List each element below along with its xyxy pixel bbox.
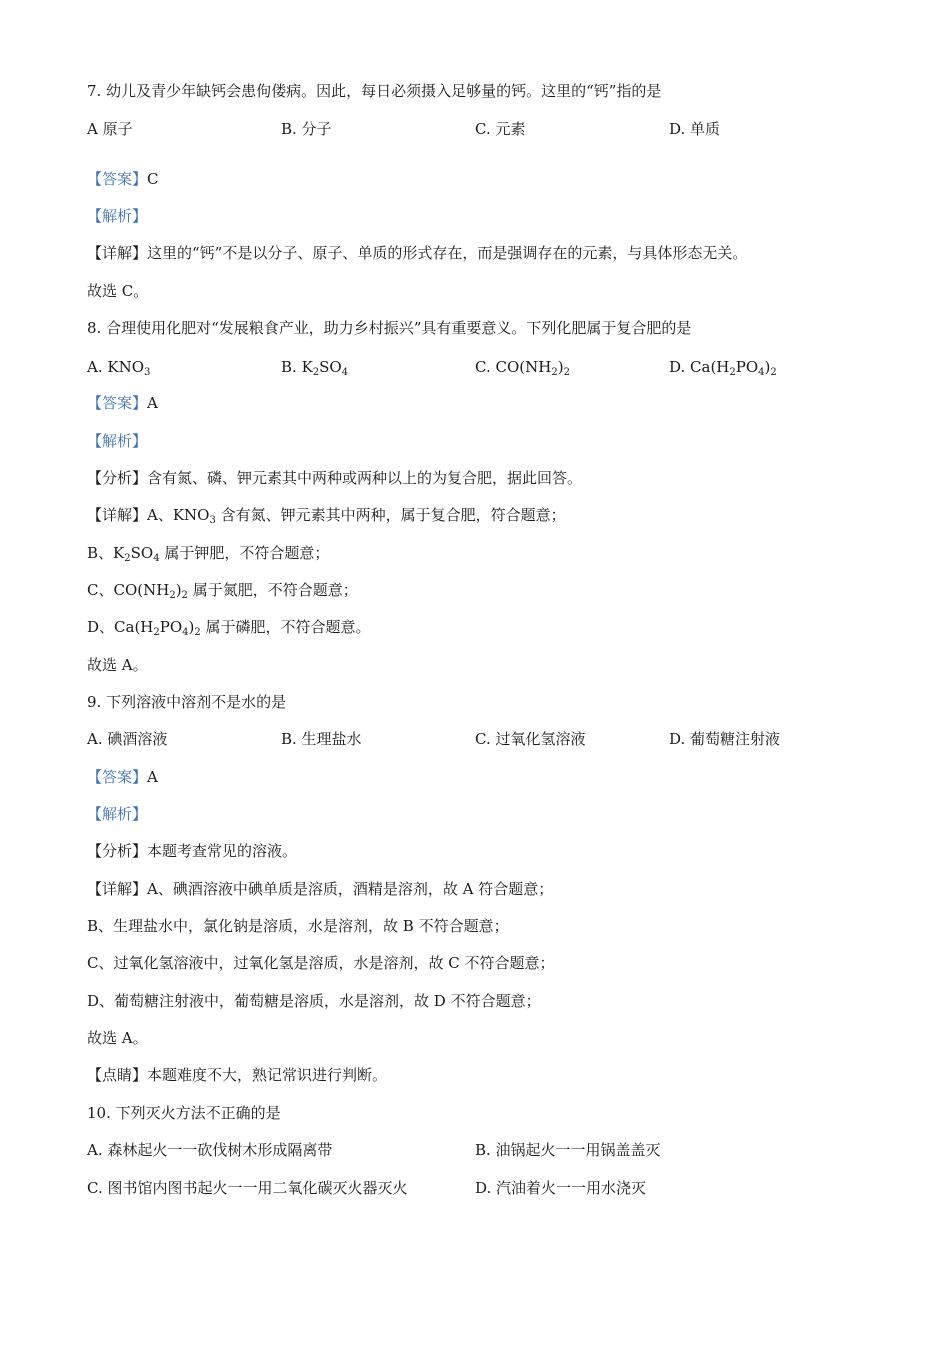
answer-value: C [147,170,159,188]
answer-tag: 【答案】 [87,394,148,412]
q9-option-b: B. 生理盐水 [281,730,362,748]
q8-detail-d: D、$Ca(H_2PO_4)_2$ 属于磷肥，不符合题意。 [87,618,371,638]
q10-option-b: B. 油锅起火一一用锅盖盖灭 [475,1141,661,1159]
comment-text: 本题难度不大，熟记常识进行判断。 [147,1066,388,1084]
fenxi-text: 含有氮、磷、钾元素其中两种或两种以上的为复合肥，据此回答。 [147,469,583,487]
q7-stem: 7. 幼儿及青少年缺钙会患佝偻病。因此，每日必须摄入足够量的钙。这里的“钙”指的是 [87,82,662,100]
q8-option-d: D. $Ca(H_2PO_4)_2$ [669,358,777,378]
q10-stem: 10. 下列灭火方法不正确的是 [87,1104,281,1122]
q9-analysis-tag: 【解析】 [87,805,148,823]
q8-answer [87,393,158,413]
q8-analysis-tag: 【解析】 [87,432,148,450]
q8-detail-a: 【详解】A、$KNO_3$ 含有氮、钾元素其中两种，属于复合肥，符合题意； [87,506,566,526]
q9-fenxi [87,841,297,861]
q9-detail-b: B、生理盐水中，氯化钠是溶质，水是溶剂，故 B 不符合题意； [87,917,509,935]
detail-tag: 【详解】 [87,880,148,898]
q8-stem: 8. 合理使用化肥对“发展粮食产业，助力乡村振兴”具有重要意义。下列化肥属于复合肥的是 [87,319,692,337]
fenxi-tag: 【分析】 [87,842,148,860]
q7-option-c: C. 元素 [475,120,526,138]
q8-conclusion: 故选 A。 [87,656,148,674]
q7-answer [87,169,159,189]
q9-detail-d: D、葡萄糖注射液中，葡萄糖是溶质，水是溶剂，故 D 不符合题意； [87,992,541,1010]
q7-option-a: A 原子 [87,120,133,138]
q8-option-b: B. $K_2SO_4$ [281,358,349,378]
fenxi-tag: 【分析】 [87,469,148,487]
q10-option-d: D. 汽油着火一一用水浇灭 [475,1179,647,1197]
q9-conclusion: 故选 A。 [87,1029,148,1047]
q7-option-b: B. 分子 [281,120,332,138]
q9-comment [87,1065,387,1085]
q10-option-a: A. 森林起火一一砍伐树木形成隔离带 [87,1141,333,1159]
q9-stem: 9. 下列溶液中溶剂不是水的是 [87,693,287,711]
answer-value: A [147,394,158,412]
q7-conclusion: 故选 C。 [87,282,149,300]
answer-tag: 【答案】 [87,170,148,188]
q7-option-d: D. 单质 [669,120,721,138]
q8-option-c: C. $CO(NH_2)_2$ [475,358,570,378]
q7-analysis-tag: 【解析】 [87,207,148,225]
q9-option-c: C. 过氧化氢溶液 [475,730,586,748]
answer-tag: 【答案】 [87,768,148,786]
q8-detail-b: B、$K_2SO_4$ 属于钾肥，不符合题意； [87,544,330,564]
q9-detail-c: C、过氧化氢溶液中，过氧化氢是溶质，水是溶剂，故 C 不符合题意； [87,954,555,972]
q9-option-a: A. 碘酒溶液 [87,730,168,748]
q8-detail-c: C、$CO(NH_2)_2$ 属于氮肥，不符合题意； [87,581,358,601]
q9-detail-a: 【详解】A、碘酒溶液中碘单质是溶质，酒精是溶剂，故 A 符合题意； [87,880,554,898]
q8-option-a: A. $KNO_3$ [87,358,151,378]
detail-text: 这里的“钙”不是以分子、原子、单质的形式存在，而是强调存在的元素，与具体形态无关。 [147,244,748,262]
q7-detail [87,243,747,263]
detail-tag: 【详解】 [87,244,148,262]
q8-fenxi [87,468,582,488]
fenxi-text: 本题考查常见的溶液。 [147,842,298,860]
comment-tag: 【点睛】 [87,1066,148,1084]
answer-value: A [147,768,158,786]
q9-answer [87,767,158,787]
q10-option-c: C. 图书馆内图书起火一一用二氧化碳灭火器灭火 [87,1179,408,1197]
q9-option-d: D. 葡萄糖注射液 [669,730,781,748]
